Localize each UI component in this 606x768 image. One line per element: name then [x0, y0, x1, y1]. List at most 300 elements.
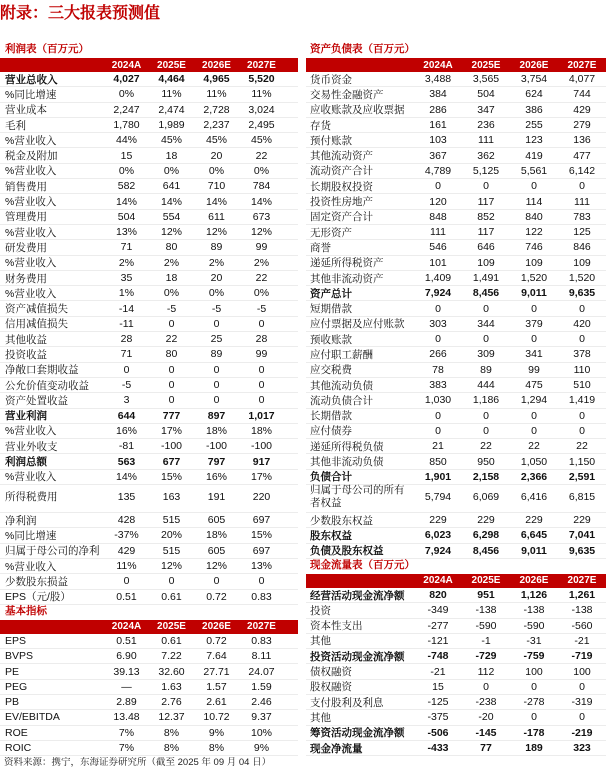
metrics-row-label: BVPS — [5, 650, 34, 663]
cashflow-row — [306, 649, 606, 664]
income-value-2027e: 3,024 — [248, 103, 275, 116]
balance-value-2024a: 111 — [430, 226, 446, 239]
income-row — [0, 590, 298, 605]
income-row — [0, 378, 298, 393]
cashflow-header-2026e: 2026E — [519, 575, 549, 587]
balance-value-2025e: 950 — [477, 455, 495, 468]
balance-value-2027e: 279 — [573, 119, 591, 132]
balance-value-2024a: 1,030 — [424, 394, 452, 407]
income-row-label: %营业收入 — [5, 165, 57, 178]
income-value-2026e: 797 — [207, 455, 226, 468]
balance-row-label: 应交税费 — [310, 364, 352, 377]
income-value-2025e: -5 — [166, 302, 177, 315]
income-value-2026e: 18% — [205, 529, 227, 542]
income-value-2026e: 89 — [210, 348, 223, 361]
balance-row — [306, 544, 606, 559]
source-note: 资料来源：携宁，东海证券研究所（截至 2025 年 09 月 04 日） — [4, 756, 272, 768]
balance-value-2025e: 111 — [478, 134, 494, 147]
balance-row-label: 递延所得税负债 — [310, 440, 384, 453]
balance-value-2025e: 8,456 — [472, 544, 500, 557]
income-value-2027e: 0 — [258, 379, 265, 392]
metrics-value-2024a: 7% — [118, 726, 135, 739]
income-value-2025e: 17% — [160, 424, 182, 437]
income-header-2025e: 2025E — [157, 59, 186, 71]
left-column — [0, 43, 298, 756]
income-value-2026e: 611 — [208, 210, 225, 223]
balance-row — [306, 148, 606, 163]
income-value-2026e: 710 — [207, 180, 226, 193]
balance-value-2027e: 136 — [573, 134, 591, 147]
balance-value-2025e: 1,186 — [472, 394, 500, 407]
balance-value-2024a: 7,924 — [424, 287, 452, 300]
income-value-2024a: 16% — [115, 424, 137, 437]
cashflow-row-label: 其他 — [310, 711, 331, 724]
cashflow-value-2025e: -238 — [475, 696, 497, 709]
income-value-2026e: 0 — [213, 317, 220, 330]
metrics-value-2027e: 2.46 — [251, 696, 272, 709]
income-value-2026e: 20 — [210, 272, 223, 284]
income-row-label: 销售费用 — [5, 180, 47, 193]
cashflow-header-2027e: 2027E — [567, 575, 597, 587]
income-value-2025e: 677 — [162, 455, 181, 468]
balance-row-label: 长期股权投资 — [310, 180, 373, 193]
balance-row-label: 应付票据及应付账款 — [310, 318, 405, 331]
balance-value-2027e: 744 — [573, 88, 591, 101]
balance-row — [306, 256, 606, 271]
balance-value-2026e: 746 — [525, 241, 543, 254]
income-value-2024a: 563 — [117, 455, 136, 468]
balance-value-2024a: 383 — [429, 379, 447, 392]
balance-row — [306, 528, 606, 543]
income-row — [0, 118, 298, 133]
income-row-label: %营业收入 — [5, 257, 57, 270]
balance-value-2025e: 0 — [483, 333, 489, 346]
balance-value-2025e: 362 — [477, 149, 495, 162]
balance-value-2027e: 429 — [573, 103, 591, 116]
cashflow-value-2024a: -375 — [427, 711, 449, 724]
cashflow-row-label: 债权融资 — [310, 666, 352, 679]
balance-row — [306, 301, 606, 316]
cashflow-value-2024a: 820 — [429, 589, 447, 602]
income-row — [0, 225, 298, 240]
income-row-label: 净利润 — [5, 514, 37, 527]
balance-row-label: 流动负债合计 — [310, 394, 373, 407]
income-value-2027e: 0.83 — [251, 590, 272, 603]
metrics-value-2025e: 32.60 — [158, 665, 185, 678]
income-value-2025e: 80 — [165, 348, 178, 361]
metrics-row — [0, 695, 298, 710]
cashflow-value-2025e: -20 — [478, 711, 494, 724]
income-row — [0, 271, 298, 286]
balance-value-2024a: 5,794 — [424, 491, 452, 504]
income-row — [0, 210, 298, 225]
balance-value-2027e: 109 — [573, 256, 591, 269]
balance-value-2024a: 850 — [429, 455, 447, 468]
metrics-value-2024a: 13.48 — [113, 711, 140, 724]
balance-value-2026e: 379 — [525, 317, 543, 330]
balance-value-2024a: 384 — [429, 88, 447, 101]
income-row — [0, 513, 298, 528]
balance-value-2027e: 1,150 — [568, 455, 596, 468]
cashflow-value-2024a: -748 — [427, 650, 449, 663]
income-row — [0, 179, 298, 194]
income-value-2027e: 99 — [255, 241, 268, 254]
balance-row — [306, 347, 606, 362]
metrics-value-2025e: 2.76 — [161, 696, 182, 709]
income-value-2024a: 0 — [123, 363, 130, 376]
balance-row — [306, 164, 606, 179]
income-value-2027e: 0 — [258, 317, 265, 330]
income-row-label: 资产处置收益 — [5, 394, 68, 407]
balance-row-label: 长期借款 — [310, 410, 352, 423]
income-value-2026e: 0% — [208, 287, 225, 300]
balance-value-2026e: 123 — [525, 134, 543, 147]
metrics-value-2024a: 2.89 — [116, 696, 137, 709]
balance-value-2024a: 21 — [432, 440, 444, 453]
income-value-2025e: 11% — [161, 88, 182, 101]
balance-row-label: 其他非流动负债 — [310, 456, 384, 469]
balance-value-2026e: 0 — [531, 333, 537, 346]
income-value-2025e: -100 — [160, 440, 182, 453]
income-value-2027e: -100 — [250, 440, 272, 453]
balance-row — [306, 439, 606, 454]
cashflow-value-2024a: -21 — [430, 665, 446, 678]
balance-value-2025e: 236 — [477, 119, 495, 132]
income-value-2024a: 2,247 — [113, 103, 140, 116]
balance-row-label: 无形资产 — [310, 226, 352, 239]
income-statement-body — [0, 72, 298, 605]
balance-value-2024a: 78 — [432, 363, 444, 376]
income-value-2025e: 80 — [165, 241, 178, 254]
balance-value-2026e: 0 — [531, 180, 537, 193]
cash-flow-title: 现金流量表（百万元） — [310, 558, 415, 571]
metrics-value-2026e: 27.71 — [203, 665, 230, 678]
income-row-label: 营业外收支 — [5, 440, 58, 453]
balance-row — [306, 513, 606, 528]
balance-value-2027e: 0 — [579, 424, 585, 437]
balance-row — [306, 363, 606, 378]
income-value-2025e: 2,474 — [158, 103, 185, 116]
income-value-2026e: 897 — [207, 409, 226, 422]
income-row — [0, 164, 298, 179]
metrics-row — [0, 741, 298, 756]
balance-row — [306, 485, 606, 513]
income-value-2024a: 71 — [120, 241, 133, 254]
balance-value-2027e: 510 — [573, 379, 591, 392]
income-value-2025e: 12% — [160, 226, 182, 239]
balance-value-2024a: 6,023 — [424, 529, 452, 542]
cashflow-row — [306, 634, 606, 649]
balance-value-2027e: 420 — [573, 317, 591, 330]
balance-value-2025e: 5,125 — [472, 164, 500, 177]
income-value-2027e: 697 — [252, 544, 271, 557]
cashflow-value-2027e: -719 — [571, 650, 593, 663]
income-value-2026e: 0 — [213, 394, 220, 407]
income-value-2025e: 641 — [162, 180, 181, 193]
balance-value-2026e: 22 — [528, 440, 540, 453]
balance-row — [306, 87, 606, 102]
income-header-2024a: 2024A — [111, 59, 142, 71]
balance-row-label: 交易性金融资产 — [310, 88, 384, 101]
income-value-2027e: 99 — [255, 348, 268, 361]
income-value-2027e: 0 — [258, 363, 265, 376]
income-value-2024a: 35 — [120, 272, 133, 284]
income-row — [0, 424, 298, 439]
income-value-2025e: 777 — [162, 409, 181, 422]
income-value-2027e: 697 — [252, 514, 271, 527]
balance-sheet-body — [306, 72, 606, 559]
income-row-label: 毛利 — [5, 119, 26, 132]
income-value-2027e: 14% — [250, 195, 272, 208]
metrics-row-label: EV/EBITDA — [5, 711, 60, 724]
cashflow-value-2026e: 0 — [531, 711, 537, 724]
metrics-value-2027e: 10% — [250, 726, 272, 739]
income-value-2024a: 28 — [120, 333, 133, 346]
income-value-2025e: 0 — [168, 317, 175, 330]
balance-value-2026e: 3,754 — [520, 73, 548, 86]
cashflow-row — [306, 741, 606, 756]
income-value-2027e: 15% — [250, 529, 272, 542]
cashflow-value-2024a: -349 — [427, 604, 449, 617]
balance-value-2026e: 2,366 — [520, 470, 548, 483]
income-value-2024a: 1% — [118, 287, 135, 300]
balance-row — [306, 378, 606, 393]
cashflow-header-2024a: 2024A — [423, 575, 453, 587]
appendix-title: 附录：三大报表预测值 — [0, 5, 161, 22]
cashflow-row-label: 其他 — [310, 635, 331, 648]
income-value-2024a: 582 — [117, 180, 136, 193]
cashflow-value-2026e: -590 — [523, 619, 545, 632]
income-row-label: %营业收入 — [5, 425, 57, 438]
income-value-2026e: 2% — [208, 256, 225, 269]
balance-row-label: 短期借款 — [310, 303, 352, 316]
income-value-2027e: 11% — [251, 88, 272, 101]
cashflow-value-2027e: 0 — [579, 711, 585, 724]
income-row-label: %营业收入 — [5, 471, 57, 484]
cashflow-value-2025e: -145 — [475, 726, 497, 739]
balance-value-2027e: 110 — [573, 363, 591, 376]
income-value-2026e: 191 — [207, 491, 226, 504]
balance-value-2024a: 1,901 — [424, 470, 452, 483]
cashflow-value-2025e: 951 — [477, 589, 495, 602]
income-row-label: 利润总额 — [5, 456, 47, 469]
income-row — [0, 286, 298, 301]
cashflow-row-label: 资本性支出 — [310, 620, 363, 633]
balance-value-2027e: 1,520 — [568, 272, 596, 284]
balance-value-2026e: 0 — [531, 409, 537, 422]
key-metrics-title: 基本指标 — [5, 604, 47, 617]
cashflow-value-2027e: -319 — [571, 696, 593, 709]
metrics-value-2027e: 8.11 — [251, 650, 272, 663]
balance-value-2027e: 1,419 — [568, 394, 596, 407]
income-value-2027e: 17% — [250, 470, 272, 483]
income-value-2024a: 429 — [117, 544, 136, 557]
income-value-2026e: 89 — [210, 241, 223, 254]
cashflow-row-label: 股权融资 — [310, 681, 352, 694]
balance-row-label: 应收账款及应收票据 — [310, 104, 405, 117]
income-value-2026e: 20 — [210, 149, 223, 162]
cash-flow-table — [306, 559, 606, 756]
cashflow-value-2024a: -121 — [427, 634, 449, 647]
cashflow-value-2025e: -1 — [481, 634, 491, 647]
income-value-2027e: 28 — [255, 333, 268, 346]
balance-value-2026e: 229 — [525, 514, 543, 527]
cashflow-value-2025e: 0 — [483, 680, 489, 693]
income-row — [0, 256, 298, 271]
income-value-2027e: 0 — [258, 394, 265, 407]
balance-row-label: 资产总计 — [310, 287, 352, 300]
balance-value-2025e: 8,456 — [472, 287, 500, 300]
balance-row — [306, 271, 606, 286]
balance-row-label: 其他流动资产 — [310, 150, 373, 163]
income-value-2025e: 0 — [168, 575, 175, 588]
cash-flow-header-row — [306, 574, 606, 588]
income-value-2024a: -37% — [114, 529, 139, 542]
cashflow-value-2024a: -433 — [427, 742, 449, 755]
income-row-label: %同比增速 — [5, 88, 57, 101]
cashflow-value-2025e: -138 — [475, 604, 497, 617]
income-value-2027e: 917 — [252, 455, 271, 468]
balance-value-2026e: 386 — [525, 103, 543, 116]
income-row-label: %营业收入 — [5, 196, 57, 209]
metrics-row-label: PE — [5, 665, 20, 678]
metrics-row — [0, 710, 298, 725]
income-value-2027e: 13% — [250, 560, 272, 573]
balance-sheet-header-row — [306, 58, 606, 72]
balance-row-label: 预收账款 — [310, 333, 352, 346]
income-row-label: EPS（元/股） — [5, 591, 71, 604]
income-value-2026e: 2,237 — [203, 119, 230, 132]
balance-value-2024a: 286 — [429, 103, 447, 116]
metrics-header-2024a: 2024A — [111, 621, 142, 633]
cashflow-row-label: 投资活动现金流净额 — [310, 650, 405, 663]
cashflow-value-2024a: -506 — [427, 726, 449, 739]
metrics-row — [0, 634, 298, 649]
cashflow-value-2026e: -138 — [523, 604, 545, 617]
balance-value-2027e: 125 — [573, 226, 591, 239]
balance-row-label: 投资性房地产 — [310, 196, 373, 209]
income-row — [0, 439, 298, 454]
balance-row — [306, 409, 606, 424]
income-value-2026e: 605 — [207, 544, 226, 557]
metrics-value-2024a: 39.13 — [113, 665, 140, 678]
balance-value-2025e: 117 — [477, 195, 495, 208]
balance-header-2027e: 2027E — [567, 59, 597, 71]
balance-value-2027e: 6,142 — [568, 164, 596, 177]
income-value-2024a: 13% — [115, 226, 137, 239]
metrics-row — [0, 680, 298, 695]
income-row — [0, 194, 298, 209]
income-value-2024a: 15 — [120, 149, 133, 162]
balance-value-2024a: 848 — [429, 210, 447, 223]
cashflow-row — [306, 664, 606, 679]
balance-value-2027e: 0 — [579, 302, 585, 315]
income-value-2027e: 22 — [255, 149, 268, 162]
balance-value-2025e: 6,069 — [472, 491, 500, 504]
cash-flow-body — [306, 588, 606, 756]
income-row-label: 公允价值变动收益 — [5, 379, 89, 392]
balance-value-2024a: 4,789 — [424, 164, 452, 177]
income-value-2024a: 3 — [123, 394, 130, 407]
balance-value-2026e: 6,645 — [520, 529, 548, 542]
balance-value-2027e: 477 — [573, 149, 591, 162]
cashflow-value-2027e: 0 — [579, 680, 585, 693]
balance-row — [306, 118, 606, 133]
income-value-2024a: 4,027 — [113, 73, 140, 86]
income-value-2025e: 12% — [160, 560, 182, 573]
cashflow-value-2027e: 323 — [573, 742, 591, 755]
balance-value-2027e: 0 — [579, 180, 585, 193]
balance-value-2024a: 1,409 — [424, 272, 452, 284]
balance-value-2025e: 646 — [477, 241, 495, 254]
income-row-label: 营业总收入 — [5, 73, 58, 86]
metrics-value-2024a: — — [121, 680, 132, 693]
cashflow-value-2025e: -729 — [475, 650, 497, 663]
income-row-label: 净敞口套期收益 — [5, 364, 79, 377]
income-row-label: %同比增速 — [5, 529, 57, 542]
metrics-row — [0, 649, 298, 664]
income-row-label: 其他收益 — [5, 333, 47, 346]
metrics-row-label: ROE — [5, 726, 28, 739]
balance-row — [306, 317, 606, 332]
balance-value-2025e: 852 — [477, 210, 495, 223]
income-value-2025e: 0% — [163, 287, 180, 300]
metrics-row-label: EPS — [5, 634, 27, 647]
income-value-2024a: 2% — [118, 256, 135, 269]
balance-value-2026e: 122 — [525, 226, 543, 239]
income-row — [0, 393, 298, 408]
balance-value-2027e: 9,635 — [568, 287, 596, 300]
income-value-2024a: 14% — [115, 195, 137, 208]
balance-row-label: 其他非流动资产 — [310, 272, 384, 285]
cashflow-value-2027e: 1,261 — [568, 589, 596, 602]
metrics-value-2026e: 0.72 — [206, 634, 227, 647]
balance-row-label: 归属于母公司的所有者权益 — [310, 484, 405, 510]
income-row-label: %营业收入 — [5, 287, 57, 300]
balance-value-2024a: 101 — [429, 256, 447, 269]
income-value-2027e: 1,017 — [248, 409, 275, 422]
income-row — [0, 240, 298, 255]
metrics-value-2024a: 7% — [118, 742, 135, 755]
key-metrics-body — [0, 634, 298, 756]
balance-value-2027e: 846 — [573, 241, 591, 254]
balance-sheet-table — [306, 43, 606, 559]
balance-row — [306, 225, 606, 240]
income-value-2027e: -5 — [256, 302, 267, 315]
income-value-2024a: 0.51 — [116, 590, 137, 603]
income-value-2025e: 45% — [160, 134, 182, 147]
income-value-2025e: 18 — [165, 272, 178, 284]
balance-value-2025e: 0 — [483, 180, 489, 193]
balance-value-2025e: 504 — [477, 88, 495, 101]
balance-row — [306, 424, 606, 439]
income-row — [0, 133, 298, 148]
balance-value-2024a: 0 — [435, 424, 441, 437]
income-value-2026e: 18% — [205, 424, 227, 437]
balance-row-label: 商誉 — [310, 241, 331, 254]
balance-value-2025e: 0 — [483, 409, 489, 422]
balance-row — [306, 72, 606, 87]
income-row-label: 资产减值损失 — [5, 303, 68, 316]
balance-row-label: 应付职工薪酬 — [310, 349, 373, 361]
income-value-2025e: 0 — [168, 394, 175, 407]
cashflow-value-2024a: 15 — [432, 680, 444, 693]
balance-value-2024a: 0 — [435, 409, 441, 422]
balance-row — [306, 470, 606, 485]
balance-value-2025e: 344 — [477, 317, 495, 330]
balance-row-label: 固定资产合计 — [310, 211, 373, 224]
balance-value-2025e: 1,491 — [472, 272, 500, 284]
